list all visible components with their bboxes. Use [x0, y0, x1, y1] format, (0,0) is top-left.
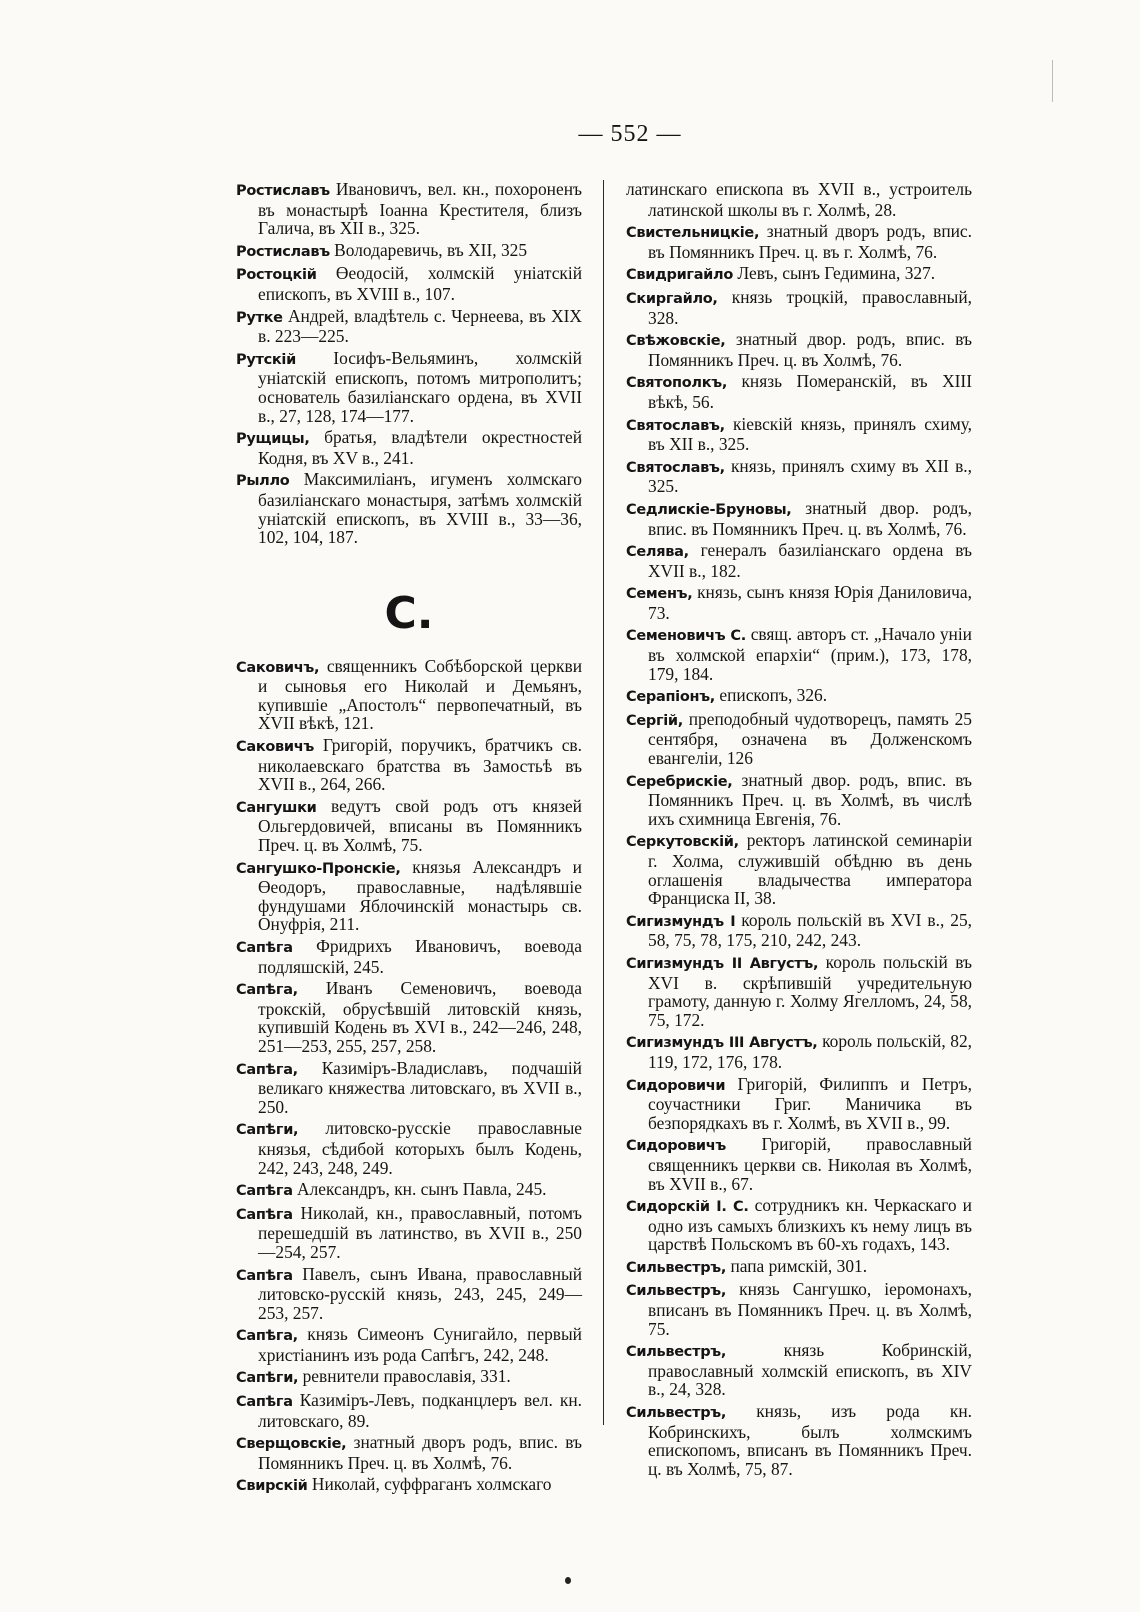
- entry-text: король польскій, 82, 119, 172, 176, 178.: [648, 1031, 972, 1072]
- index-entry: [236, 736, 582, 794]
- entry-text: знатный двор. родъ, впис. въ Помянникъ Преч. ц. въ Холмѣ, 76.: [648, 329, 972, 370]
- entry-text: сотрудникъ кн. Черкаскаго и одно изъ самыхъ близкихъ къ нему лицъ въ царствѣ Польскомъ въ 60-хъ годахъ, 143.: [648, 1195, 972, 1255]
- entry-heading: Сапѣга,: [236, 1061, 298, 1078]
- index-entry: [626, 583, 972, 622]
- entry-text: князь, сынъ князя Юрія Даниловича, 73.: [648, 582, 972, 623]
- entry-heading: Сидоровичи: [626, 1077, 726, 1094]
- index-entry: [236, 1475, 582, 1496]
- right-entries: [626, 180, 972, 1478]
- entry-text: Николай, суффраганъ холмскаго: [307, 1474, 552, 1495]
- index-entry: [626, 457, 972, 496]
- entry-heading: Святославъ,: [626, 459, 725, 476]
- entry-heading: Рутке: [236, 309, 283, 326]
- index-entry: [626, 1402, 972, 1478]
- index-entry: [236, 1059, 582, 1117]
- ink-mark: [565, 1577, 571, 1584]
- index-entry: [236, 1325, 582, 1364]
- index-entry: [626, 1032, 972, 1071]
- index-entry: [626, 1075, 972, 1133]
- index-entry: [626, 911, 972, 950]
- index-entry: [626, 288, 972, 327]
- entry-heading: Сангушко-Пронскіе,: [236, 860, 401, 877]
- index-entry: [236, 1367, 582, 1388]
- index-entry: [236, 979, 582, 1055]
- index-entry: [626, 180, 972, 219]
- entry-text: латинскаго епископа въ XVII в., устроитель латинской школы въ г. Холмѣ, 28.: [626, 179, 972, 220]
- entry-text: король польскій въ XVI в., 25, 58, 75, 78, 175, 210, 242, 243.: [648, 909, 972, 951]
- index-entry: [236, 470, 582, 546]
- index-entry: [626, 330, 972, 369]
- index-entry: [626, 415, 972, 454]
- entry-text: князья Александръ и Өеодоръ, православные, надѣлявшіе фундушами Яблочинскій монастырь св. Онуфрія, 211.: [258, 856, 582, 935]
- entry-text: князь Симеонъ Сунигайло, первый христіанинъ изъ рода Сапѣгъ, 242, 248.: [258, 1324, 582, 1365]
- index-entry: [236, 937, 582, 976]
- entry-text: Левъ, сынъ Гедимина, 327.: [733, 263, 936, 284]
- entry-heading: Свидригайло: [626, 267, 734, 284]
- entry-heading: Сапѣга,: [236, 1328, 298, 1345]
- index-entry: [626, 1280, 972, 1338]
- entry-text: папа римскій, 301.: [726, 1255, 868, 1276]
- index-entry: [236, 657, 582, 733]
- left-entries-after-letter: [236, 657, 582, 1496]
- entry-heading: Святополкъ,: [626, 375, 728, 392]
- entry-text: Фридрихъ Ивановичъ, воевода подляшскій, 245.: [258, 936, 582, 977]
- entry-text: Казиміръ-Владиславъ, подчашій великаго княжества литовскаго, въ XVII в., 250.: [258, 1057, 582, 1117]
- index-entry: [626, 1196, 972, 1254]
- index-entry: [626, 264, 972, 285]
- page-number: — 552 —: [578, 121, 682, 147]
- column-divider: [603, 180, 604, 1425]
- entry-heading: Седлискіе-Бруновы,: [626, 501, 792, 518]
- index-entry: [626, 710, 972, 768]
- index-entry: [626, 1135, 972, 1193]
- entry-heading: Рущицы,: [236, 431, 310, 448]
- index-entry: [236, 349, 582, 425]
- entry-text: Григорій, православный священникъ церкви св. Николая въ Холмѣ, въ XVII в., 67.: [648, 1134, 972, 1194]
- entry-heading: Рутскій: [236, 351, 296, 368]
- index-entry: [236, 1119, 582, 1177]
- entry-text: Володаревичь, въ XII, 325: [329, 239, 528, 260]
- entry-text: Николай, кн., православный, потомъ перешедшій въ латинство, въ XVII в., 250—254, 257.: [258, 1202, 582, 1262]
- entry-heading: Сильвестръ,: [626, 1344, 727, 1361]
- entry-heading: Ростиславъ: [236, 183, 330, 199]
- index-entry: [626, 831, 972, 907]
- entry-text: князь, принялъ схиму въ XII в., 325.: [648, 455, 972, 497]
- entry-text: преподобный чудотворецъ, память 25 сентября, означена въ Долженскомъ евангеліи, 126: [648, 708, 972, 769]
- entry-text: Өеодосій, холмскій уніатскій епископъ, въ XVIII в., 107.: [258, 263, 582, 304]
- index-entry: [626, 372, 972, 411]
- entry-heading: Саковичъ,: [236, 659, 320, 676]
- entry-text: свящ. авторъ ст. „Начало уніи въ холмской епархіи“ (прим.), 173, 178, 179, 184.: [648, 624, 972, 684]
- entry-text: князь троцкій, православный, 328.: [648, 286, 972, 328]
- entry-text: знатный двор. родъ, впис. въ Помянникъ Преч. ц. въ Холмѣ, 76.: [648, 497, 972, 539]
- entry-text: ректоръ латинской семинаріи г. Холма, служившій обѣдню въ день оглашенія владычества императора Франциска II, 38.: [648, 830, 972, 909]
- right-column: [626, 180, 972, 1481]
- entry-text: Григорій, поручикъ, братчикъ св. николаевскаго братства въ Замостьѣ въ XVII в., 264, 266.: [258, 735, 582, 795]
- index-entry: [236, 264, 582, 303]
- entry-text: Иванъ Семеновичъ, воевода трокскій, обрусѣвшій литовскій князь, купившій Кодень въ XVI в., 242—246, 248, 251—253, 255, 257, 258.: [258, 978, 582, 1056]
- entry-heading: Сильвестръ,: [626, 1283, 727, 1300]
- entry-text: Андрей, владѣтель с. Чернеева, въ XIX в. 223—225.: [258, 305, 582, 347]
- index-entry: [236, 180, 582, 238]
- entry-text: братья, владѣтели окрестностей Кодня, въ XV в., 241.: [258, 427, 582, 468]
- entry-text: ведутъ свой родъ отъ князей Ольгердовичей, вписаны въ Помянникъ Преч. ц. въ Холмѣ, 75.: [258, 795, 582, 856]
- index-entry: [626, 1341, 972, 1399]
- scan-edge-line: [1052, 60, 1053, 102]
- entry-heading: Святославъ,: [626, 417, 725, 434]
- index-entry: [626, 953, 972, 1029]
- entry-heading: Сигизмундъ III Августъ,: [626, 1035, 818, 1052]
- entry-heading: Сигизмундъ II Августъ,: [626, 955, 819, 972]
- index-entry: [236, 428, 582, 467]
- entry-text: епископъ, 326.: [715, 685, 828, 706]
- entry-text: ревнители православія, 331.: [298, 1366, 511, 1387]
- entry-heading: Сильвестръ,: [626, 1405, 727, 1422]
- index-entry: [626, 1257, 972, 1278]
- section-letter: С.: [384, 587, 434, 639]
- entry-heading: Ростиславъ: [236, 243, 330, 260]
- entry-heading: Сапѣга: [236, 1206, 293, 1223]
- entry-heading: Сапѣга: [236, 1267, 293, 1284]
- entry-text: знатный дворъ родъ, впис. въ Помянникъ Преч. ц. въ г. Холмѣ, 76.: [648, 221, 972, 262]
- entry-heading: Серкутовскій,: [626, 834, 739, 851]
- entry-heading: Сапѣга: [236, 1183, 293, 1200]
- entry-text: литовско-русскіе православные князья, сѣдибой которыхъ былъ Кодень, 242, 243, 248, 249.: [258, 1118, 582, 1178]
- entry-heading: Сидоровичъ: [626, 1138, 727, 1155]
- entry-text: Ивановичъ, вел. кн., похороненъ въ монастырѣ Іоанна Крестителя, близъ Галича, въ XII в., 325.: [258, 179, 582, 239]
- index-entry: [626, 625, 972, 683]
- entry-heading: Рылло: [236, 473, 290, 490]
- entry-text: кіевскій князь, принялъ схиму, въ XII в., 325.: [648, 413, 972, 455]
- entry-heading: Сигизмундъ I: [626, 913, 736, 930]
- left-column: [236, 180, 582, 1499]
- entry-heading: Сапѣга: [236, 940, 293, 956]
- index-entry: [236, 858, 582, 934]
- entry-heading: Сверщовскіе,: [236, 1436, 347, 1453]
- entry-heading: Свирскій: [236, 1478, 308, 1495]
- entry-text: князь Померанскій, въ XIII вѣкѣ, 56.: [648, 371, 972, 412]
- index-entry: [236, 241, 582, 262]
- index-entry: [236, 307, 582, 346]
- entry-text: Александръ, кн. сынъ Павла, 245.: [292, 1179, 547, 1200]
- index-entry: [626, 771, 972, 829]
- entry-heading: Серапіонъ,: [626, 689, 716, 706]
- entry-heading: Сапѣга: [236, 1394, 293, 1411]
- entry-heading: Скиргайло,: [626, 290, 718, 307]
- index-entry: [236, 1204, 582, 1262]
- entry-heading: Сильвестръ,: [626, 1259, 727, 1276]
- index-entry: [626, 541, 972, 580]
- entry-text: Максимиліанъ, игуменъ холмскаго базиліанскаго монастыря, затѣмъ холмскій уніатскій епископъ, въ XVIII в., 33—36, 102, 104, 187.: [258, 469, 582, 548]
- entry-heading: Сапѣги,: [236, 1370, 299, 1387]
- entry-text: князь Кобринскій, православный холмскій епископъ, въ XIV в., 24, 328.: [648, 1340, 972, 1400]
- entry-heading: Серебрискіе,: [626, 773, 733, 790]
- entry-heading: Селява,: [626, 544, 689, 561]
- entry-text: князь, изъ рода кн. Кобринскихъ, былъ холмскимъ епископомъ, вписанъ въ Помянникъ Преч. ц. въ Холмѣ, 75, 87.: [648, 1401, 972, 1479]
- entry-heading: Свѣжовскіе,: [626, 333, 726, 350]
- left-entries-before-letter: [236, 180, 582, 547]
- entry-text: король польскій въ XVI в. скрѣпившій учредительную грамоту, данную г. Холму Ягелломъ, 24, 58, 75, 172.: [648, 951, 972, 1030]
- entry-text: знатный двор. родъ, впис. въ Помянникъ Преч. ц. въ Холмѣ, въ числѣ ихъ схимница Евгенія, 76.: [648, 769, 972, 829]
- entry-text: знатный дворъ родъ, впис. въ Помянникъ Преч. ц. въ Холмѣ, 76.: [258, 1432, 582, 1473]
- index-entry: [236, 1391, 582, 1430]
- entry-text: Іосифъ-Вельяминъ, холмскій уніатскій епископъ, потомъ митрополитъ; основатель базиліанскаго ордена, въ XVII в., 27, 128, 174—177.: [258, 347, 582, 426]
- entry-text: Павелъ, сынъ Ивана, православный литовско-русскій князь, 243, 245, 249—253, 257.: [258, 1263, 582, 1323]
- entry-heading: Сангушки: [236, 799, 317, 816]
- entry-text: священникъ Собѣборской церкви и сыновья его Николай и Демьянъ, купившіе „Апостолъ“ первопечатный, въ XVII вѣкѣ, 121.: [258, 655, 582, 734]
- index-entry: [626, 686, 972, 707]
- entry-heading: Семенъ,: [626, 586, 693, 603]
- entry-text: князь Сангушко, іеромонахъ, вписанъ въ Помянникъ Преч. ц. въ Холмѣ, 75.: [648, 1279, 972, 1339]
- entry-text: генералъ базиліанскаго ордена въ XVII в., 182.: [648, 540, 972, 581]
- entry-heading: Сапѣги,: [236, 1122, 299, 1139]
- entry-heading: Сергій,: [626, 712, 683, 729]
- index-entry: [626, 499, 972, 538]
- entry-heading: Саковичъ: [236, 739, 315, 756]
- index-entry: [626, 222, 972, 261]
- entry-heading: Свистельницкіе,: [626, 225, 760, 242]
- index-entry: [236, 1265, 582, 1323]
- entry-heading: Ростоцкій: [236, 267, 317, 284]
- entry-heading: Сидорскій I. С.: [626, 1199, 749, 1216]
- entry-heading: Семеновичъ С.: [626, 628, 746, 645]
- index-entry: [236, 1180, 582, 1201]
- entry-heading: Сапѣга,: [236, 982, 298, 999]
- index-entry: [236, 1433, 582, 1472]
- entry-text: Григорій, Филиппъ и Петръ, соучастники Григ. Маничика въ безпорядкахъ въ г. Холмѣ, въ XVII в., 99.: [648, 1073, 972, 1133]
- entry-text: Казиміръ-Левъ, подканцлеръ вел. кн. литовскаго, 89.: [258, 1390, 582, 1431]
- index-entry: [236, 797, 582, 855]
